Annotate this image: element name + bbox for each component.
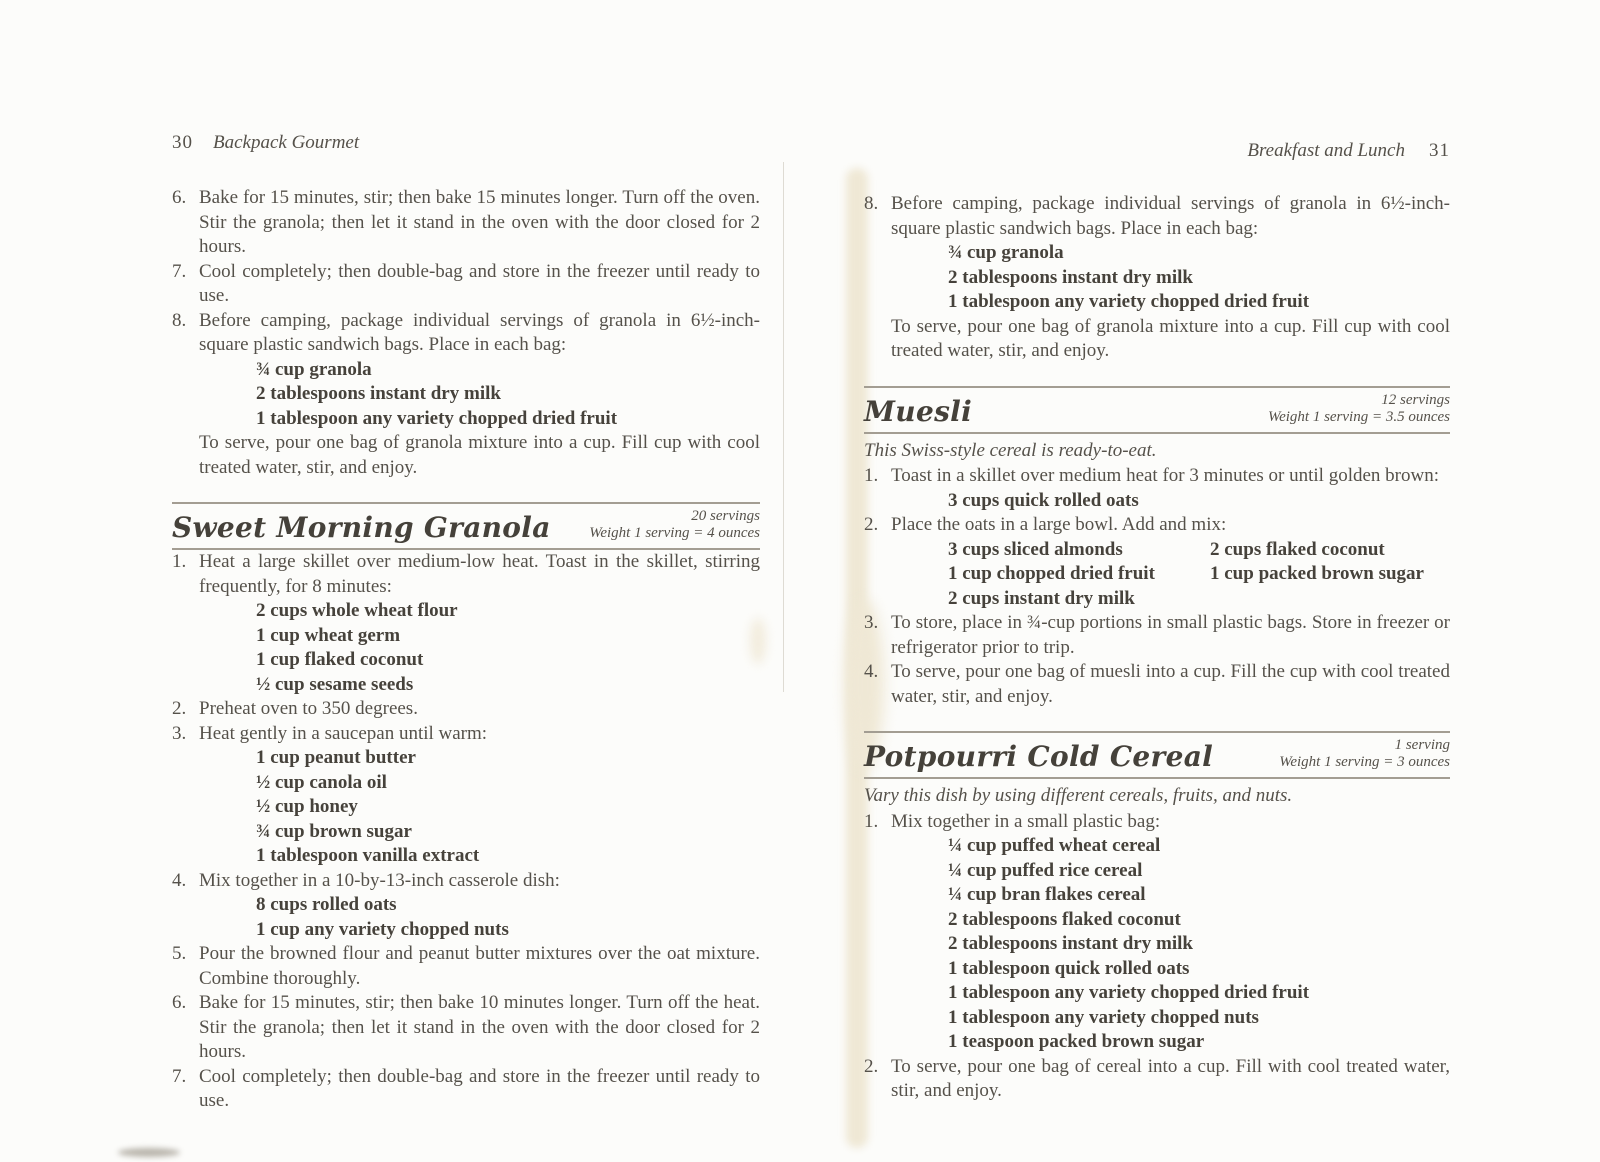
- step-body: [891, 1055, 1450, 1104]
- recipe-title: Muesli: [864, 394, 973, 428]
- ingredient-item: ¾ cup granola: [256, 358, 372, 380]
- step-body: [891, 611, 1450, 660]
- step-number: 7.: [172, 260, 187, 282]
- servings-label: 20 servings: [691, 508, 760, 524]
- ingredient-item: 1 cup chopped dried fruit: [948, 563, 1155, 584]
- step-body: [891, 192, 1450, 364]
- step-text: To serve, pour one bag of muesli into a cup. Fill the cup with cool treated water, stir, and enjoy.: [891, 661, 1450, 707]
- page-number: 31: [1429, 140, 1450, 161]
- step-text: Place the oats in a large bowl. Add and mix:: [891, 514, 1227, 535]
- step-text: Heat gently in a saucepan until warm:: [199, 722, 488, 744]
- scan-smudge: [118, 1148, 180, 1157]
- ingredient-item: 1 tablespoon vanilla extract: [256, 845, 480, 866]
- step-number: 8.: [172, 309, 187, 331]
- recipe-section: [864, 386, 1450, 710]
- ingredient-item: 1 tablespoon any variety chopped nuts: [948, 1006, 1259, 1028]
- step-number: 7.: [172, 1065, 187, 1087]
- recipe-step: [172, 309, 760, 481]
- ingredient-item: 1 tablespoon quick rolled oats: [948, 957, 1190, 979]
- step-body: [891, 810, 1450, 1055]
- recipe-step: [864, 1055, 1450, 1104]
- step-number: 2.: [864, 514, 879, 535]
- running-header-left: [172, 132, 760, 154]
- page-content-right: [864, 192, 1450, 1104]
- recipe-step: [172, 991, 760, 1065]
- step-number: 1.: [864, 810, 879, 832]
- step-text: Toast in a skillet over medium heat for 3 minutes or until golden brown:: [891, 465, 1439, 486]
- step-text: Mix together in a small plastic bag:: [891, 810, 1161, 832]
- step-body: [199, 260, 760, 309]
- ingredient-list: [948, 489, 1450, 514]
- page-number: 30: [172, 132, 193, 153]
- recipe-step: [864, 513, 1450, 611]
- step-number: 4.: [172, 869, 187, 891]
- step-body: [891, 660, 1450, 709]
- recipe-step: [172, 942, 760, 991]
- recipe-step: [864, 192, 1450, 364]
- ingredient-item: 1 tablespoon any variety chopped dried fruit: [948, 291, 1310, 312]
- book-page-left: [172, 132, 760, 1114]
- step-text: Before camping, package individual servings of granola in 6½-inch-square plastic sandwich bags. Place in each bag:: [199, 309, 760, 355]
- ingredient-list: [256, 358, 760, 432]
- recipe-step: [172, 869, 760, 943]
- step-number: 5.: [172, 943, 187, 964]
- ingredient-item: 2 tablespoons flaked coconut: [948, 908, 1181, 930]
- ingredient-item: ½ cup canola oil: [256, 771, 387, 793]
- recipe-meta: [589, 508, 760, 545]
- recipe-step: [172, 722, 760, 869]
- step-text: Before camping, package individual servings of granola in 6½-inch-square plastic sandwich bags. Place in each bag:: [891, 193, 1450, 239]
- recipe-step: [172, 697, 760, 722]
- step-body: [199, 869, 760, 943]
- ingredient-item: ¼ cup bran flakes cereal: [948, 884, 1146, 905]
- recipe-title: Sweet Morning Granola: [172, 511, 551, 544]
- step-number: 3.: [864, 612, 879, 633]
- serving-note: To serve, pour one bag of granola mixture into a cup. Fill cup with cool treated water, stir, and enjoy.: [199, 432, 760, 478]
- ingredient-columns: [948, 538, 1450, 612]
- book-page-right: [864, 140, 1450, 1104]
- ingredient-list: [948, 241, 1450, 315]
- recipe-header: [172, 504, 760, 548]
- step-text: To serve, pour one bag of cereal into a cup. Fill with cool treated water, stir, and enjoy.: [891, 1055, 1450, 1101]
- step-body: [199, 550, 760, 697]
- step-text: Mix together in a 10-by-13-inch casserole dish:: [199, 869, 560, 891]
- rule-bottom: [864, 432, 1450, 434]
- recipe-step: [172, 550, 760, 697]
- recipe-title: Potpourri Cold Cereal: [864, 740, 1214, 773]
- recipe-section: [172, 502, 760, 1114]
- rule-bottom: [864, 777, 1450, 779]
- weight-label: Weight 1 serving = 4 ounces: [589, 525, 760, 541]
- step-number: 2.: [864, 1055, 879, 1077]
- recipe-header: [864, 388, 1450, 432]
- page-content-left: [172, 186, 760, 1114]
- ingredient-item: 1 cup packed brown sugar: [1210, 563, 1424, 584]
- ingredient-item: ½ cup sesame seeds: [256, 673, 414, 695]
- step-number: 1.: [172, 551, 187, 572]
- recipe-intro: This Swiss-style cereal is ready-to-eat.: [864, 439, 1157, 461]
- step-number: 6.: [172, 187, 187, 208]
- servings-label: 12 servings: [1381, 391, 1450, 408]
- step-text: Pour the browned flour and peanut butter mixtures over the oat mixture. Combine thoroughly.: [199, 943, 760, 989]
- recipe-step: [172, 260, 760, 309]
- ingredient-item: ¾ cup brown sugar: [256, 820, 412, 842]
- step-body: [199, 991, 760, 1065]
- recipe-meta: [1268, 392, 1450, 429]
- serving-note: To serve, pour one bag of granola mixture into a cup. Fill cup with cool treated water, stir, and enjoy.: [891, 315, 1450, 361]
- step-body: [199, 697, 760, 722]
- running-header-right: [864, 140, 1450, 162]
- step-body: [199, 1065, 760, 1114]
- ingredient-list: [256, 893, 760, 942]
- recipe-step: [172, 1065, 760, 1114]
- step-body: [199, 309, 760, 481]
- ingredient-item: ¾ cup granola: [948, 242, 1064, 263]
- ingredient-item: ¼ cup puffed rice cereal: [948, 859, 1143, 881]
- step-body: [891, 513, 1450, 611]
- ingredient-item: 2 tablespoons instant dry milk: [948, 933, 1193, 954]
- recipe-meta: [1279, 737, 1450, 774]
- step-text: Heat a large skillet over medium-low heat. Toast in the skillet, stirring frequently, for 8 minutes:: [199, 551, 760, 597]
- ingredient-list: [256, 599, 760, 697]
- page-gutter-line: [783, 162, 784, 692]
- ingredient-item: 1 cup wheat germ: [256, 624, 401, 646]
- ingredient-item: 1 cup peanut butter: [256, 747, 416, 768]
- ingredient-column: [1210, 538, 1424, 612]
- servings-label: 1 serving: [1394, 737, 1450, 753]
- step-text: Cool completely; then double-bag and store in the freezer until ready to use.: [199, 260, 760, 306]
- ingredient-item: 1 teaspoon packed brown sugar: [948, 1031, 1205, 1052]
- ingredient-list: [256, 746, 760, 869]
- step-body: [891, 464, 1450, 513]
- ingredient-item: 2 cups instant dry milk: [948, 587, 1135, 609]
- step-number: 8.: [864, 193, 879, 214]
- step-number: 2.: [172, 698, 187, 719]
- ingredient-item: 1 cup any variety chopped nuts: [256, 918, 509, 940]
- ingredient-item: 2 tablespoons instant dry milk: [948, 266, 1193, 288]
- ingredient-item: ½ cup honey: [256, 796, 358, 817]
- ingredient-item: 2 cups whole wheat flour: [256, 600, 458, 621]
- recipe-step: [864, 464, 1450, 513]
- step-text: Bake for 15 minutes, stir; then bake 15 minutes longer. Turn off the oven. Stir the granola; then let it stand in the oven with the door closed for 2 hours.: [199, 187, 760, 257]
- running-title: Backpack Gourmet: [213, 132, 360, 153]
- recipe-intro: Vary this dish by using different cereals, fruits, and nuts.: [864, 785, 1293, 806]
- ingredient-item: 1 tablespoon any variety chopped dried fruit: [256, 407, 618, 429]
- weight-label: Weight 1 serving = 3 ounces: [1279, 754, 1450, 770]
- step-text: Cool completely; then double-bag and store in the freezer until ready to use.: [199, 1065, 760, 1111]
- recipe-header: [864, 733, 1450, 777]
- ingredient-item: 8 cups rolled oats: [256, 894, 397, 915]
- ingredient-column: [948, 538, 1210, 612]
- step-body: [199, 942, 760, 991]
- ingredient-item: 1 tablespoon any variety chopped dried fruit: [948, 982, 1310, 1003]
- ingredient-item: ¼ cup puffed wheat cereal: [948, 835, 1161, 856]
- running-title: Breakfast and Lunch: [1247, 140, 1405, 161]
- recipe-step: [864, 660, 1450, 709]
- weight-label: Weight 1 serving = 3.5 ounces: [1267, 408, 1450, 425]
- step-body: [199, 722, 760, 869]
- ingredient-list: [948, 834, 1450, 1055]
- recipe-step: [864, 810, 1450, 1055]
- step-text: Bake for 15 minutes, stir; then bake 10 minutes longer. Turn off the heat. Stir the granola; then let it stand in the oven with the door closed for 2 hours.: [199, 992, 760, 1062]
- step-text: To store, place in ¾-cup portions in small plastic bags. Store in freezer or refrigerator prior to trip.: [891, 612, 1450, 658]
- ingredient-item: 1 cup flaked coconut: [256, 649, 424, 670]
- ingredient-item: 3 cups sliced almonds: [948, 538, 1123, 560]
- ingredient-item: 3 cups quick rolled oats: [948, 489, 1139, 511]
- recipe-step: [864, 611, 1450, 660]
- step-number: 4.: [864, 661, 879, 682]
- step-number: 3.: [172, 722, 187, 744]
- recipe-step: [172, 186, 760, 260]
- ingredient-item: 2 cups flaked coconut: [1210, 538, 1385, 560]
- step-number: 1.: [864, 465, 879, 486]
- step-text: Preheat oven to 350 degrees.: [199, 698, 418, 719]
- step-number: 6.: [172, 992, 187, 1013]
- recipe-section: [864, 731, 1450, 1104]
- step-body: [199, 186, 760, 260]
- ingredient-item: 2 tablespoons instant dry milk: [256, 383, 501, 404]
